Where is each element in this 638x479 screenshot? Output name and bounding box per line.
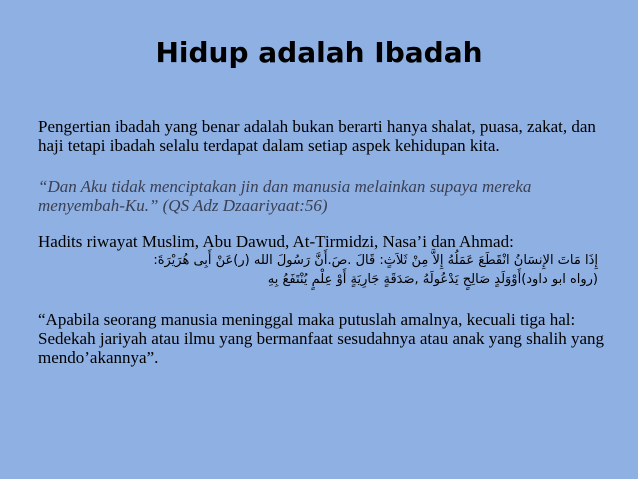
arabic-line-1: إِذَا مَاتَ الإِنسَانُ انْقَطَعَ عَمَلُهُ إِلاَّ مِنْ ثَلاَثٍ: قَالَ .صَ.أَنَّ رَسُولَ الله (ر)عَنْ أَبِى هُرَيْرَةَ:	[153, 253, 598, 268]
arabic-hadith	[38, 251, 612, 289]
hadith-heading: Hadits riwayat Muslim, Abu Dawud, At-Tirmidzi, Nasa’i dan Ahmad:	[38, 232, 514, 251]
quran-quote: “Dan Aku tidak menciptakan jin dan manusia melainkan supaya mereka menyembah-Ku.” (QS Adz Dzaariyaat:56)	[38, 177, 532, 215]
definition-paragraph: Pengertian ibadah yang benar adalah bukan berarti hanya shalat, puasa, zakat, dan haji tetapi ibadah selalu terdapat dalam setiap aspek kehidupan kita.	[38, 117, 596, 155]
slide-title: Hidup adalah Ibadah	[155, 36, 483, 69]
slide-body	[38, 117, 612, 367]
arabic-line-2: (رواه ابو داود)أَوْوَلَدٍ صَالِحٍ يَدْعُولَهُ ,صَدَقَةٍ جَارِيَةٍ أَوْ عِلْمٍ يُنْتَفَعُ بِهِ	[267, 272, 598, 287]
hadith-translation: “Apabila seorang manusia meninggal maka putuslah amalnya, kecuali tiga hal: Sedekah jariyah atau ilmu yang bermanfaat sesudahnya atau anak yang shalih yang mendo’akannya”.	[38, 310, 604, 367]
